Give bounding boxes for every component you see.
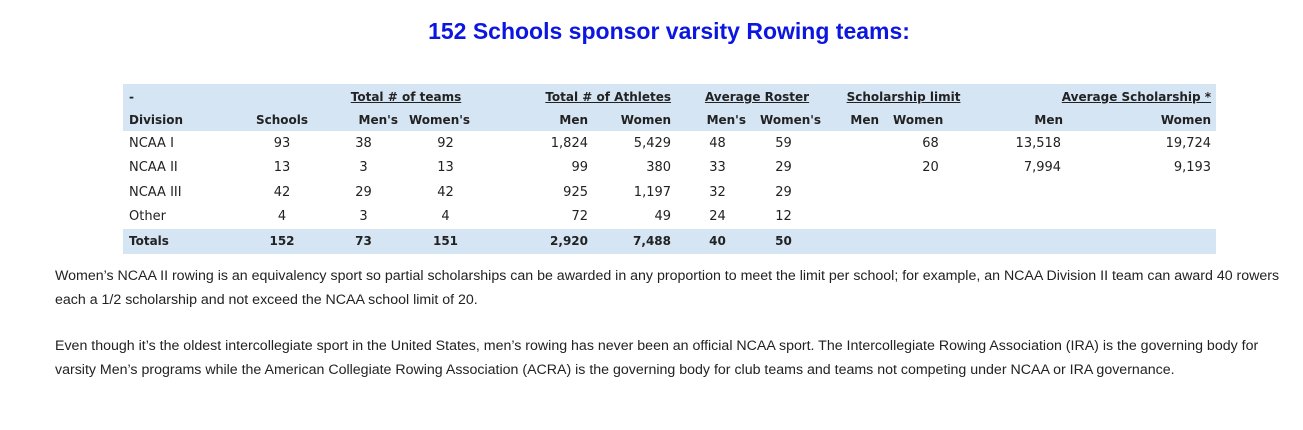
table-cell	[974, 180, 1081, 205]
table-cell: 19,724	[1165, 135, 1212, 151]
col-header: Men's	[324, 109, 403, 131]
table-cell: 9,193	[1173, 160, 1212, 176]
group-header-row	[123, 84, 1216, 109]
table-cell: 4	[441, 209, 450, 225]
table-row	[123, 131, 1216, 156]
table-cell	[1081, 180, 1216, 205]
table-cell: 13	[437, 160, 454, 176]
col-header: Division	[123, 109, 240, 131]
total-cell: 2,920	[488, 229, 598, 254]
table-cell: 24	[709, 209, 726, 225]
table-cell: 3	[359, 209, 368, 225]
table-cell: 13,518	[1015, 135, 1062, 151]
totals-label: Totals	[123, 229, 240, 254]
table-cell: 32	[709, 184, 726, 200]
table-cell	[974, 205, 1081, 230]
table-cell: 1,197	[633, 184, 672, 200]
col-header: Men	[974, 109, 1081, 131]
col-header: Women's	[754, 109, 833, 131]
col-header: Schools	[240, 109, 324, 131]
page-title: 152 Schools sponsor varsity Rowing teams:	[428, 18, 910, 44]
table-cell: 29	[355, 184, 372, 200]
total-cell: 40	[681, 229, 754, 254]
table-row	[123, 180, 1216, 205]
division-cell: NCAA II	[129, 160, 178, 176]
table-cell: 93	[273, 135, 291, 151]
table-cell: 49	[654, 209, 672, 225]
table-cell: 4	[277, 209, 287, 225]
division-cell: Other	[129, 209, 166, 225]
table-cell: 68	[922, 135, 939, 151]
table-cell	[887, 205, 974, 230]
total-cell: 73	[324, 229, 403, 254]
division-cell: NCAA III	[129, 184, 182, 200]
total-cell: 151	[403, 229, 488, 254]
table-cell: 92	[437, 135, 454, 151]
total-cell	[887, 229, 974, 254]
total-cell: 50	[754, 229, 833, 254]
group-average-scholarship: Average Scholarship *	[1061, 89, 1212, 104]
governance-paragraph: Even though it’s the oldest intercollegiate sport in the United States, men’s rowing has never been an official NCAA sport. The Intercollegiate Rowing Association (IRA) is the governing body for varsity Men’s programs while the American Collegiate Rowing Association (ACRA) is the governing body for club teams and teams not competing under NCAA or IRA governance.	[55, 338, 1259, 378]
group-scholarship-limit: Scholarship limit	[846, 89, 961, 104]
table-cell: 72	[571, 209, 588, 225]
table-cell: 48	[709, 135, 726, 151]
col-header: Women's	[403, 109, 488, 131]
table-cell: 12	[775, 209, 792, 225]
total-cell	[833, 229, 887, 254]
col-header: Women	[1081, 109, 1216, 131]
col-header: Men's	[681, 109, 754, 131]
total-cell	[974, 229, 1081, 254]
table-cell: 5,429	[633, 135, 672, 151]
table-cell: 42	[437, 184, 454, 200]
col-header: Men	[833, 109, 887, 131]
table-cell: 925	[563, 184, 588, 200]
scholarship-note-paragraph: Women’s NCAA II rowing is an equivalency sport so partial scholarships can be awarded in any proportion to meet the limit per school; for example, an NCAA Division II team can award 40 rowers each a 1/2 scholarship and not exceed the NCAA school limit of 20.	[55, 268, 1280, 308]
table-cell	[833, 180, 887, 205]
col-header: Women	[887, 109, 974, 131]
column-header-row	[123, 109, 1216, 131]
table-cell: 59	[775, 135, 792, 151]
table-cell: 29	[775, 160, 792, 176]
group-marker: -	[123, 84, 240, 109]
table-cell: 20	[922, 160, 939, 176]
table-cell: 99	[571, 160, 588, 176]
table-cell: 33	[709, 160, 726, 176]
rowing-stats-table	[123, 84, 1216, 254]
table-cell: 13	[273, 160, 291, 176]
table-cell: 380	[646, 160, 672, 176]
table-cell: 1,824	[550, 135, 588, 151]
col-header: Men	[488, 109, 598, 131]
table-cell: 38	[355, 135, 372, 151]
table-row	[123, 156, 1216, 181]
table-cell: 42	[273, 184, 291, 200]
total-cell: 152	[240, 229, 324, 254]
table-cell	[833, 205, 887, 230]
table-cell	[833, 131, 887, 156]
table-row	[123, 205, 1216, 230]
total-cell	[1081, 229, 1216, 254]
totals-row	[123, 229, 1216, 254]
table-cell	[887, 180, 974, 205]
table-cell: 7,994	[1023, 160, 1062, 176]
table-cell	[1081, 205, 1216, 230]
table-cell: 29	[775, 184, 792, 200]
group-average-roster: Average Roster	[704, 89, 810, 104]
col-header: Women	[598, 109, 681, 131]
group-total-teams: Total # of teams	[350, 89, 462, 104]
division-cell: NCAA I	[129, 135, 174, 151]
table-cell: 3	[359, 160, 368, 176]
group-total-athletes: Total # of Athletes	[545, 89, 672, 104]
table-cell	[833, 156, 887, 181]
total-cell: 7,488	[598, 229, 681, 254]
